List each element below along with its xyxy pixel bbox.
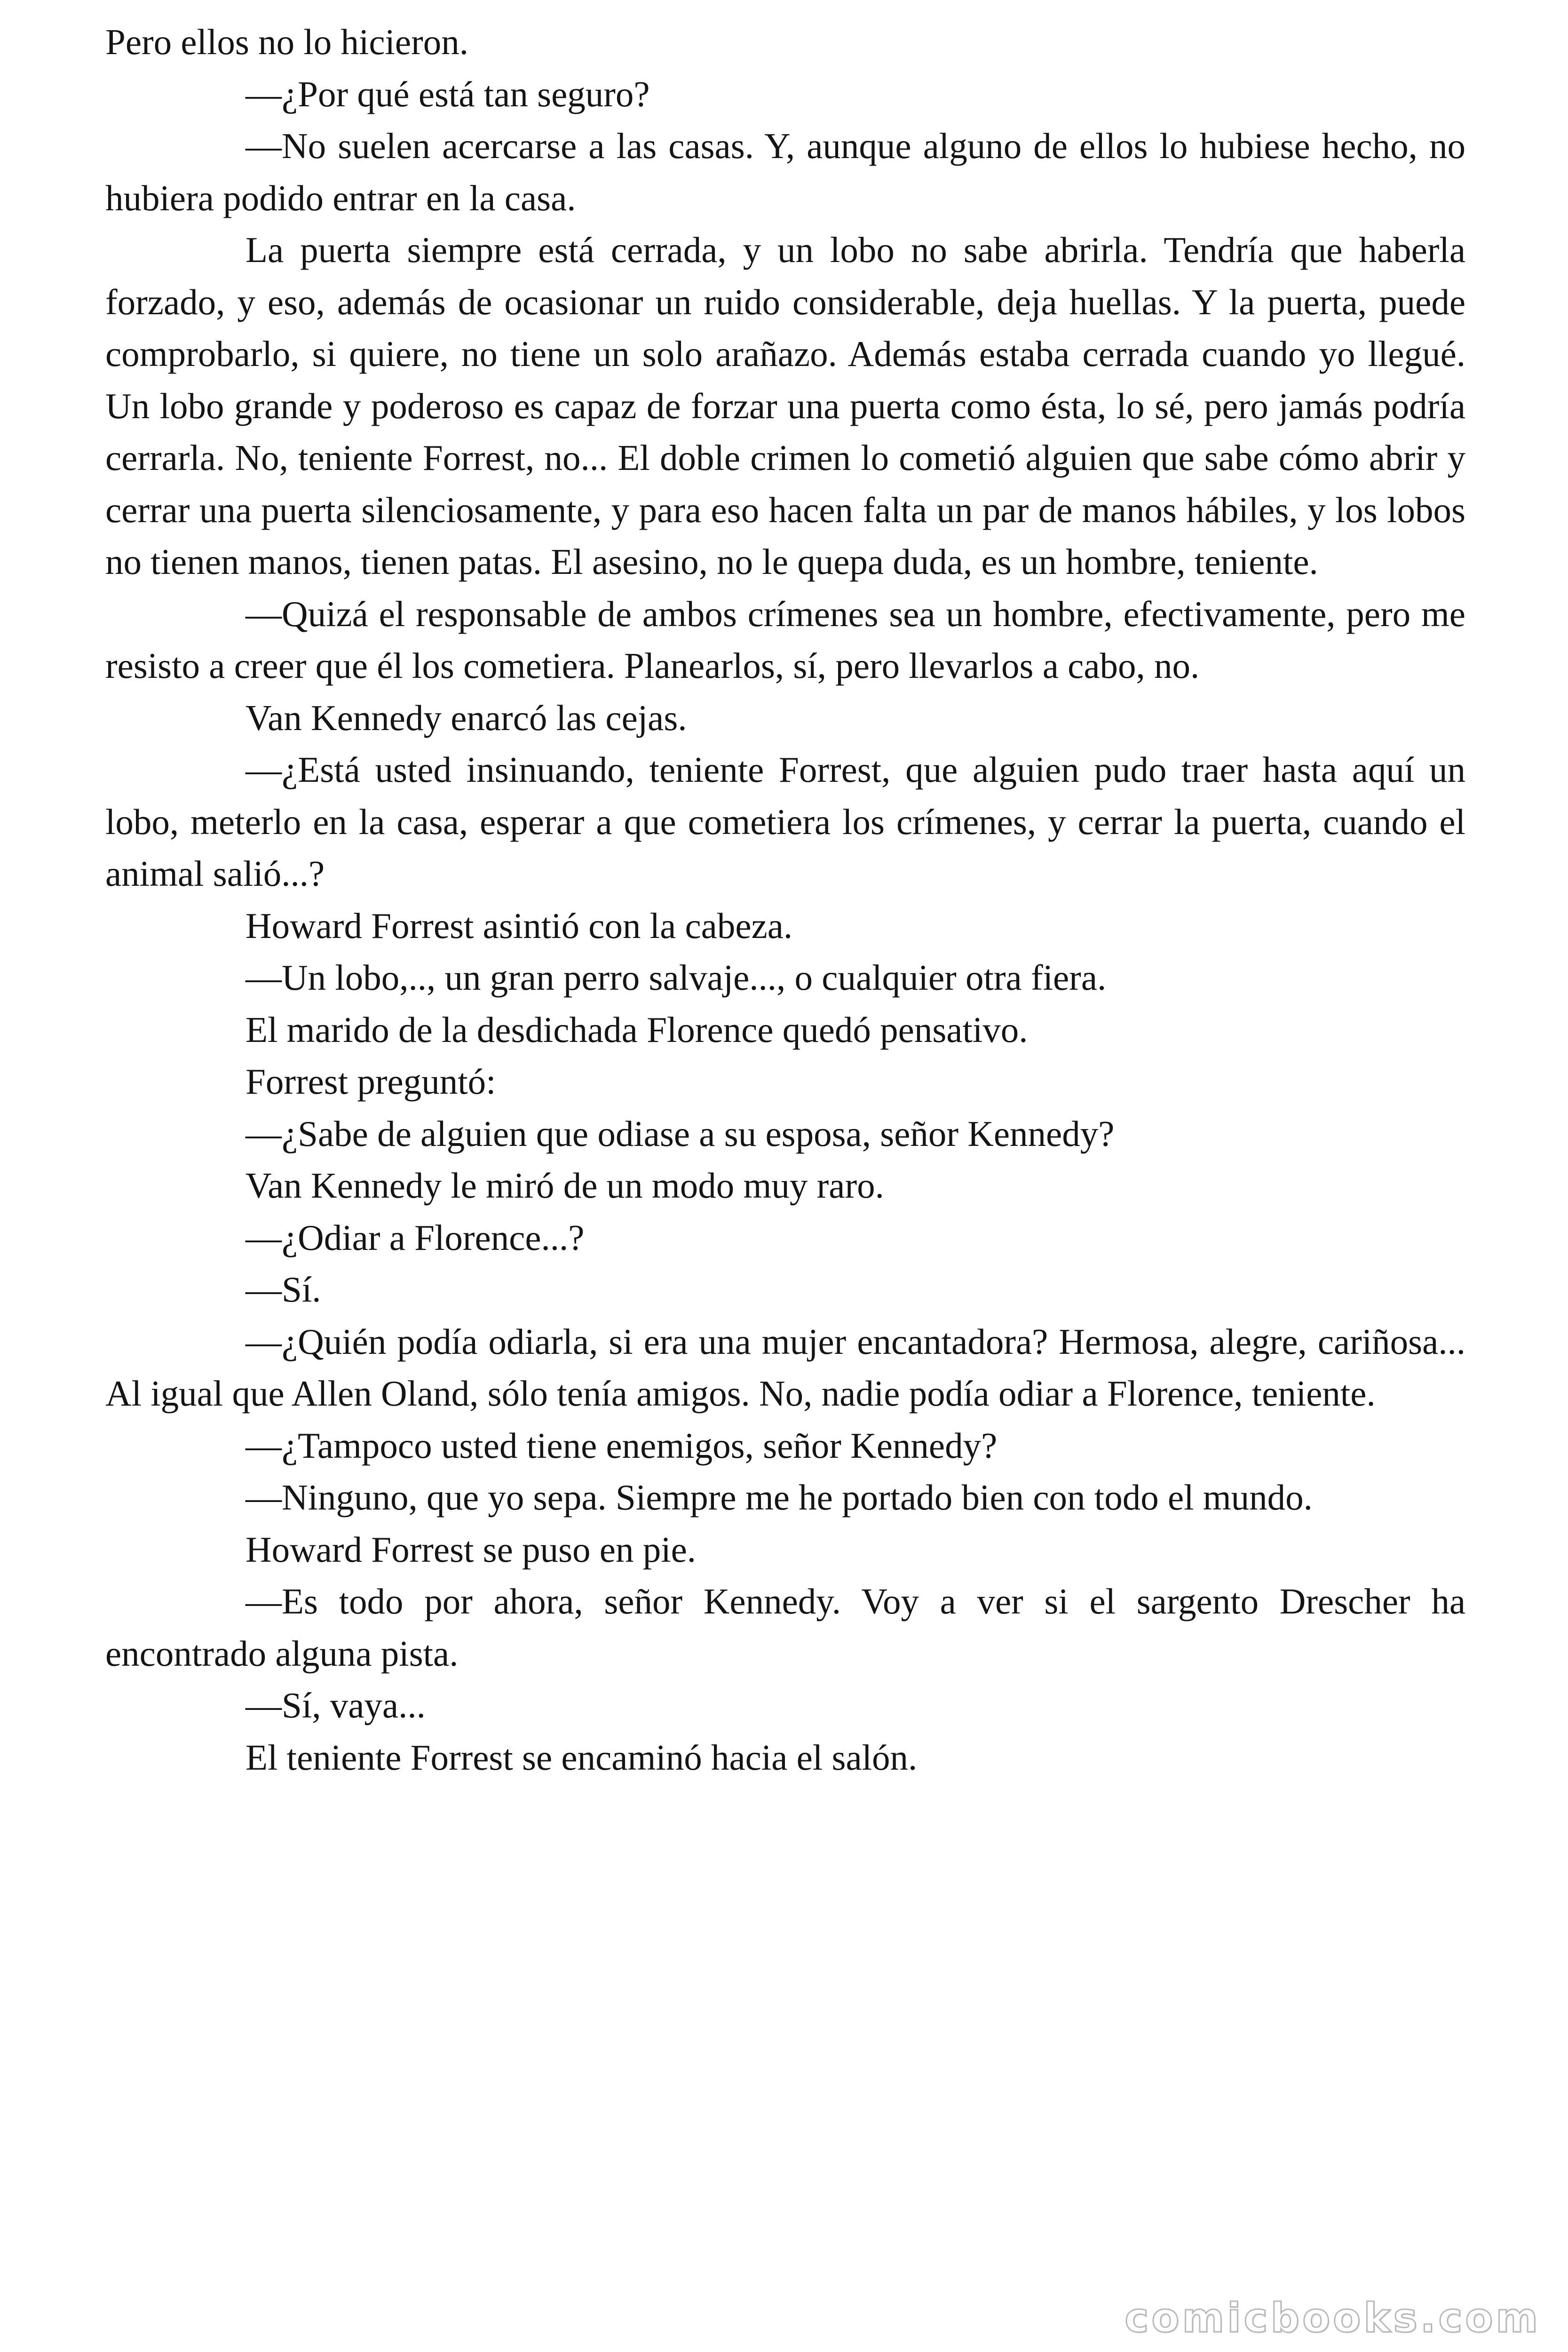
paragraph: —¿Por qué está tan seguro? xyxy=(245,73,650,114)
paragraph: —Ninguno, que yo sepa. Siempre me he portado bien con todo el mundo. xyxy=(245,1477,1313,1518)
paragraph: —¿Tampoco usted tiene enemigos, señor Kennedy? xyxy=(245,1425,998,1466)
paragraph: Howard Forrest asintió con la cabeza. xyxy=(245,905,793,946)
paragraph: —Un lobo,.., un gran perro salvaje..., o cualquier otra fiera. xyxy=(245,957,1107,998)
paragraph: —¿Está usted insinuando, teniente Forrest, que alguien pudo traer hasta aquí un lobo, meterlo en la casa, esperar a que cometiera los crímenes, y cerrar la puerta, cuando el animal salió...? xyxy=(105,749,1465,894)
paragraph: —Es todo por ahora, señor Kennedy. Voy a ver si el sargento Drescher ha encontrado alguna pista. xyxy=(105,1581,1465,1674)
paragraph: El teniente Forrest se encaminó hacia el salón. xyxy=(245,1737,918,1778)
paragraph: —¿Odiar a Florence...? xyxy=(245,1217,585,1258)
paragraph: —Sí. xyxy=(245,1269,321,1310)
paragraph: —Sí, vaya... xyxy=(245,1685,426,1725)
paragraph: —No suelen acercarse a las casas. Y, aunque alguno de ellos lo hubiese hecho, no hubiera podido entrar en la casa. xyxy=(105,126,1465,218)
paragraph: —Quizá el responsable de ambos crímenes sea un hombre, efectivamente, pero me resisto a creer que él los cometiera. Planearlos, sí, pero llevarlos a cabo, no. xyxy=(105,593,1465,686)
paragraph: Pero ellos no lo hicieron. xyxy=(105,22,468,62)
paragraph: Forrest preguntó: xyxy=(245,1061,496,1102)
paragraph: La puerta siempre está cerrada, y un lobo no sabe abrirla. Tendría que haberla forzado, y eso, además de ocasionar un ruido considerable, deja huellas. Y la puerta, puede comprobarlo, si quiere, no tiene un solo arañazo. Además estaba cerrada cuando yo llegué. Un lobo grande y poderoso es capaz de forzar una puerta como ésta, lo sé, pero jamás podría cerrarla. No, teniente Forrest, no... El doble crimen lo cometió alguien que sabe cómo abrir y cerrar una puerta silenciosamente, y para eso hacen falta un par de manos hábiles, y los lobos no tienen manos, tienen patas. El asesino, no le quepa duda, es un hombre, teniente. xyxy=(105,230,1465,582)
paragraph: —¿Quién podía odiarla, si era una mujer encantadora? Hermosa, alegre, cariñosa... Al igual que Allen Oland, sólo tenía amigos. No, nadie podía odiar a Florence, teniente. xyxy=(105,1321,1465,1414)
paragraph: Van Kennedy enarcó las cejas. xyxy=(245,697,687,738)
paragraph: Howard Forrest se puso en pie. xyxy=(245,1529,697,1570)
body-text xyxy=(105,16,1465,1783)
watermark: comicbooks.com xyxy=(1125,2295,1541,2342)
paragraph: El marido de la desdichada Florence quedó pensativo. xyxy=(245,1009,1028,1050)
paragraph: —¿Sabe de alguien que odiase a su esposa, señor Kennedy? xyxy=(245,1113,1115,1154)
paragraph: Van Kennedy le miró de un modo muy raro. xyxy=(245,1165,884,1206)
